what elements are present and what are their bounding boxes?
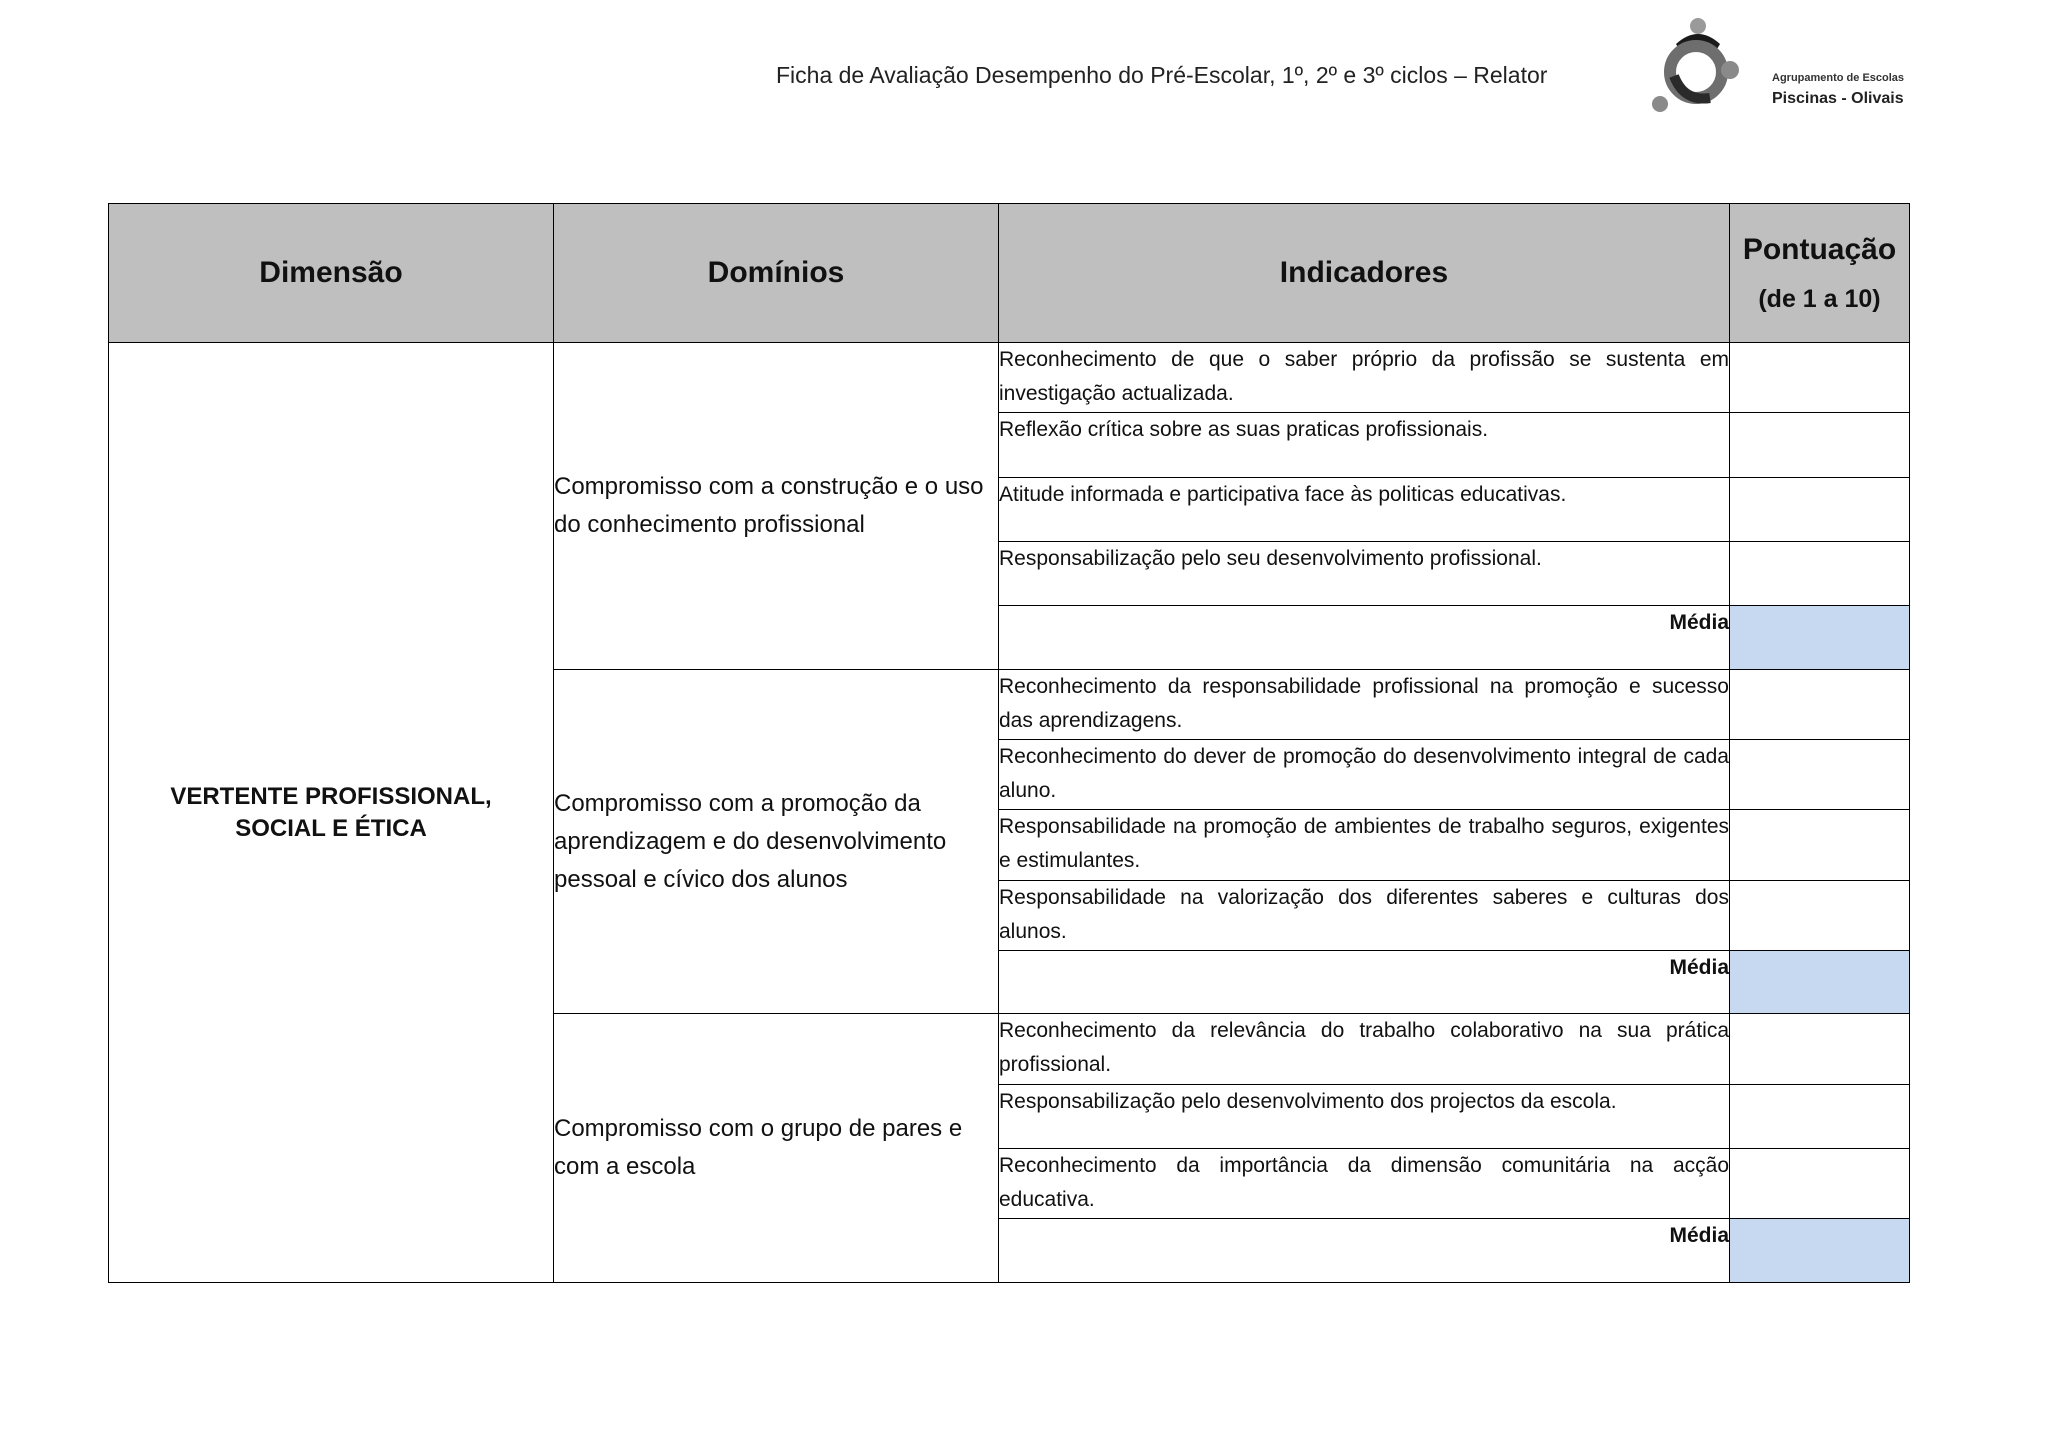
- table-header-row: [109, 204, 1910, 343]
- score-input-cell[interactable]: [1730, 669, 1910, 739]
- indicator-text: Reconhecimento da relevância do trabalho colaborativo na sua prática profissional.: [999, 1014, 1730, 1084]
- score-input-cell[interactable]: [1730, 740, 1910, 810]
- indicator-text: Responsabilidade na promoção de ambientes de trabalho seguros, exigentes e estimulantes.: [999, 810, 1730, 880]
- media-value-cell[interactable]: [1730, 1219, 1910, 1283]
- score-input-cell[interactable]: [1730, 477, 1910, 541]
- score-input-cell[interactable]: [1730, 343, 1910, 413]
- indicator-text: Reconhecimento do dever de promoção do desenvolvimento integral de cada aluno.: [999, 740, 1730, 810]
- header-dimensao: Dimensão: [109, 204, 554, 343]
- score-input-cell[interactable]: [1730, 810, 1910, 880]
- media-label: Média: [999, 951, 1730, 1014]
- dimension-label-line2: SOCIAL E ÉTICA: [235, 814, 427, 842]
- media-value-cell[interactable]: [1730, 951, 1910, 1014]
- header-pontuacao-label: Pontuação: [1742, 232, 1897, 266]
- score-input-cell[interactable]: [1730, 1014, 1910, 1084]
- indicator-text: Reconhecimento de que o saber próprio da profissão se sustenta em investigação actualizada.: [999, 343, 1730, 413]
- domain-name: Compromisso com a promoção da aprendizagem e do desenvolvimento pessoal e cívico dos alunos: [554, 669, 999, 1014]
- dimension-cell: [109, 343, 554, 1283]
- indicator-text: Responsabilização pelo desenvolvimento dos projectos da escola.: [999, 1084, 1730, 1148]
- score-input-cell[interactable]: [1730, 1149, 1910, 1219]
- header-dominios: Domínios: [554, 204, 999, 343]
- score-input-cell[interactable]: [1730, 413, 1910, 477]
- domain-name: Compromisso com o grupo de pares e com a escola: [554, 1014, 999, 1283]
- school-logo: [1644, 14, 1924, 120]
- logo-school-name: Piscinas - Olivais: [1772, 90, 1904, 107]
- indicator-text: Reconhecimento da importância da dimensão comunitária na acção educativa.: [999, 1149, 1730, 1219]
- header-indicadores: Indicadores: [999, 204, 1730, 343]
- dimension-label-line1: VERTENTE PROFISSIONAL,: [170, 782, 492, 810]
- score-input-cell[interactable]: [1730, 880, 1910, 950]
- score-input-cell[interactable]: [1730, 1084, 1910, 1148]
- logo-subtitle: Agrupamento de Escolas: [1772, 72, 1905, 84]
- logo-emblem-icon: [1644, 14, 1770, 120]
- media-label: Média: [999, 1219, 1730, 1283]
- media-label: Média: [999, 606, 1730, 669]
- indicator-text: Responsabilização pelo seu desenvolvimento profissional.: [999, 542, 1730, 606]
- score-input-cell[interactable]: [1730, 542, 1910, 606]
- evaluation-table: [108, 203, 1910, 1283]
- indicator-text: Responsabilidade na valorização dos diferentes saberes e culturas dos alunos.: [999, 880, 1730, 950]
- header-pontuacao: [1730, 204, 1910, 343]
- indicator-text: Atitude informada e participativa face às politicas educativas.: [999, 477, 1730, 541]
- header-pontuacao-range: (de 1 a 10): [1758, 284, 1881, 313]
- indicator-text: Reconhecimento da responsabilidade profissional na promoção e sucesso das aprendizagens.: [999, 669, 1730, 739]
- page-header-title: Ficha de Avaliação Desempenho do Pré-Escolar, 1º, 2º e 3º ciclos – Relator: [776, 62, 1548, 88]
- indicator-text: Reflexão crítica sobre as suas praticas profissionais.: [999, 413, 1730, 477]
- domain-name: Compromisso com a construção e o uso do conhecimento profissional: [554, 343, 999, 670]
- table-row: [109, 343, 1910, 413]
- media-value-cell[interactable]: [1730, 606, 1910, 669]
